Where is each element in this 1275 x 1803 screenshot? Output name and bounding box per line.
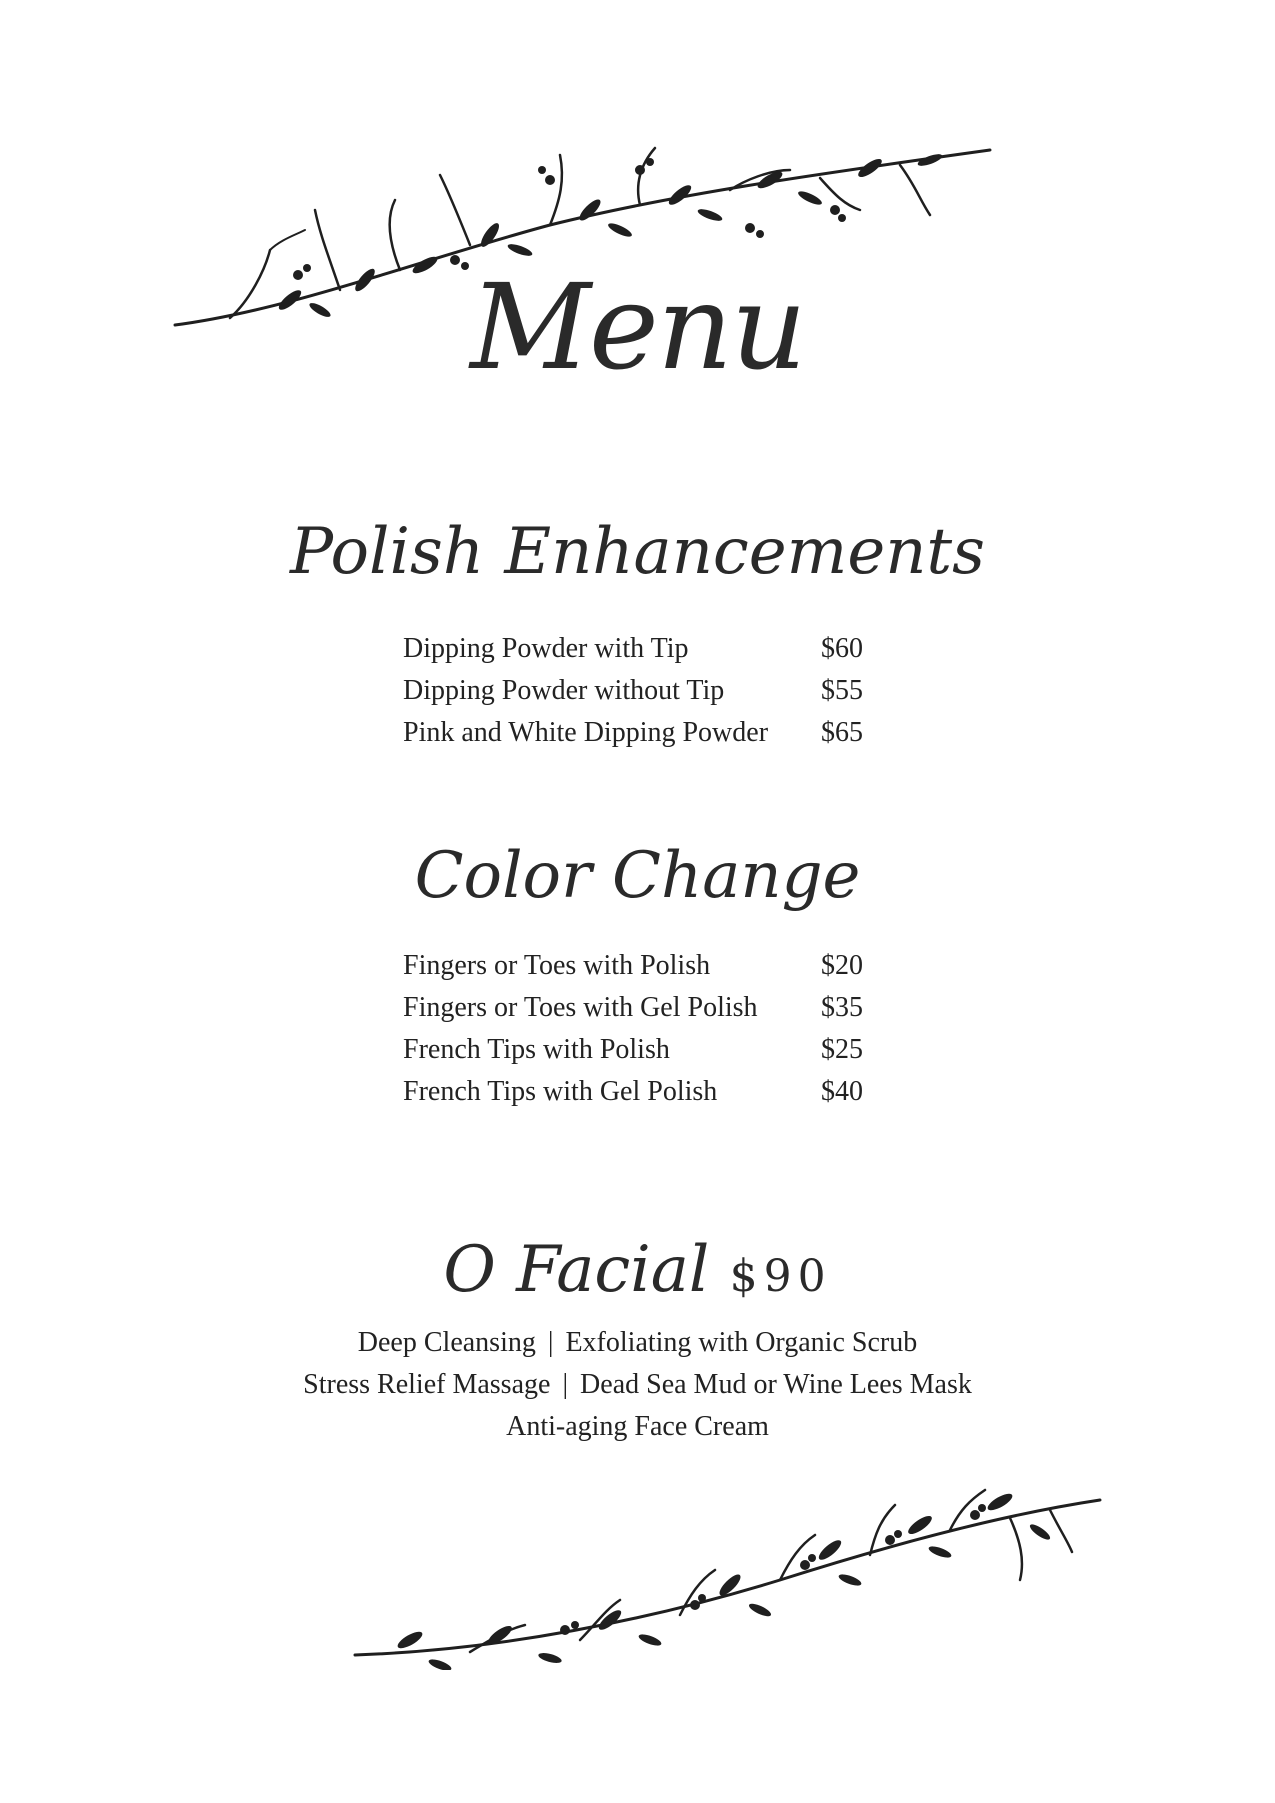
facial-service: Anti-aging Face Cream <box>506 1411 769 1442</box>
facial-details <box>0 1322 1275 1448</box>
item-name: Pink and White Dipping Powder <box>403 717 769 748</box>
price-list-color-change <box>403 945 883 1113</box>
facial-price: $90 <box>729 1251 832 1302</box>
item-price: $60 <box>821 633 863 664</box>
item-price: $40 <box>821 1076 863 1107</box>
list-item <box>403 987 883 1029</box>
facial-line <box>0 1406 1275 1448</box>
facial-service: Exfoliating with Organic Scrub <box>565 1327 918 1358</box>
separator: | <box>562 1369 569 1400</box>
item-price: $55 <box>821 675 863 706</box>
item-price: $25 <box>821 1034 863 1065</box>
section-title-color-change: Color Change <box>414 839 861 913</box>
item-price: $65 <box>821 717 863 748</box>
facial-line <box>0 1322 1275 1364</box>
item-name: Fingers or Toes with Gel Polish <box>403 992 758 1023</box>
facial-service: Deep Cleansing <box>357 1327 536 1358</box>
facial-heading: O Facial <box>443 1233 710 1307</box>
branch-illustration-bottom <box>350 1480 1110 1670</box>
separator: | <box>547 1327 554 1358</box>
item-name: French Tips with Gel Polish <box>403 1076 718 1107</box>
facial-service: Stress Relief Massage <box>303 1369 551 1400</box>
list-item <box>403 1029 883 1071</box>
item-name: Fingers or Toes with Polish <box>403 950 711 981</box>
facial-service: Dead Sea Mud or Wine Lees Mask <box>580 1369 972 1400</box>
list-item <box>403 1071 883 1113</box>
list-item <box>403 945 883 987</box>
list-item <box>403 628 883 670</box>
list-item <box>403 670 883 712</box>
section-title-o-facial <box>0 1233 1275 1307</box>
item-name: Dipping Powder with Tip <box>403 633 689 664</box>
item-name: French Tips with Polish <box>403 1034 670 1065</box>
item-name: Dipping Powder without Tip <box>403 675 725 706</box>
section-title-polish-enhancements: Polish Enhancements <box>290 515 985 589</box>
list-item <box>403 712 883 754</box>
price-list-polish-enhancements <box>403 628 883 754</box>
item-price: $35 <box>821 992 863 1023</box>
item-price: $20 <box>821 950 863 981</box>
facial-line <box>0 1364 1275 1406</box>
menu-title: Menu <box>470 258 805 396</box>
